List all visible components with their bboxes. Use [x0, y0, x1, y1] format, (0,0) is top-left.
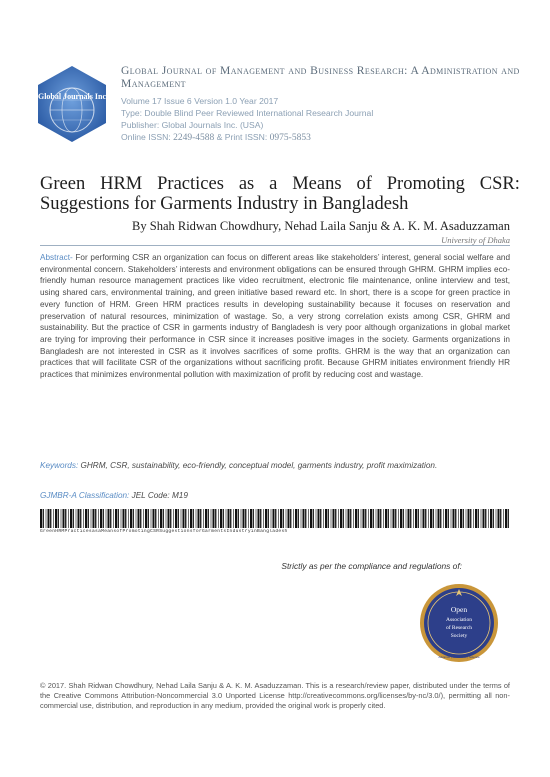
barcode-bar: [380, 509, 381, 528]
barcode-bar: [48, 509, 50, 528]
barcode-bar: [68, 509, 69, 528]
barcode-bar: [185, 509, 186, 528]
barcode-bar: [136, 509, 137, 528]
barcode-bar: [308, 509, 309, 528]
barcode-bar: [320, 509, 321, 528]
barcode-bar: [55, 509, 57, 528]
barcode-bar: [363, 509, 365, 528]
barcode-bar: [316, 509, 317, 528]
barcode-bar: [428, 509, 429, 528]
barcode-bar: [115, 509, 117, 528]
barcode-bar: [78, 509, 80, 528]
barcode-bar: [361, 509, 362, 528]
barcode-bar: [61, 509, 62, 528]
barcode-bar: [260, 509, 261, 528]
type-line: Type: Double Blind Peer Reviewed International Research Journal: [121, 108, 374, 118]
barcode-bar: [503, 509, 504, 528]
barcode-bar: [256, 509, 257, 528]
barcode-bar: [215, 509, 216, 528]
title-word: Means: [292, 174, 342, 194]
classification-label: GJMBR-A Classification:: [40, 491, 130, 500]
barcode-bar: [143, 509, 144, 528]
barcode-bar: [466, 509, 467, 528]
barcode-bar: [226, 509, 227, 528]
barcode-bar: [121, 509, 122, 528]
barcode-bar: [346, 509, 347, 528]
barcode-bar: [218, 509, 219, 528]
barcode-bar: [498, 509, 500, 528]
print-issn: 0975-5853: [269, 133, 311, 143]
barcode-bar: [65, 509, 66, 528]
barcode-bar: [421, 509, 422, 528]
barcode-bar: [318, 509, 320, 528]
barcode-bar: [211, 509, 212, 528]
barcode-bar: [163, 509, 164, 528]
barcode-bar: [398, 509, 399, 528]
barcode-bar: [453, 509, 455, 528]
barcode-bar: [110, 509, 111, 528]
barcode-bar: [238, 509, 239, 528]
barcode-bar: [83, 509, 84, 528]
barcode-bar: [325, 509, 327, 528]
barcode-bar: [370, 509, 372, 528]
abstract: [40, 252, 510, 381]
barcode-bar: [265, 509, 267, 528]
barcode-bar: [40, 509, 42, 528]
barcode-bar: [448, 509, 449, 528]
title-word: a: [269, 174, 278, 194]
barcode-bar: [395, 509, 396, 528]
seal-line-2: Association: [446, 617, 472, 623]
barcode-bar: [93, 509, 95, 528]
barcode-bar: [333, 509, 335, 528]
title-word: Promoting: [386, 174, 465, 194]
barcode-bar: [423, 509, 425, 528]
barcode-bar: [198, 509, 200, 528]
barcode-bar: [376, 509, 377, 528]
barcode-bar: [233, 509, 234, 528]
barcode-bar: [170, 509, 171, 528]
barcode-bar: [488, 509, 489, 528]
barcode-bar: [418, 509, 419, 528]
barcode-bar: [295, 509, 297, 528]
barcode-bar: [425, 509, 426, 528]
title-word: Practices: [157, 174, 224, 194]
open-association-seal: [418, 582, 500, 664]
barcode-bar: [220, 509, 222, 528]
barcode-bar: [460, 509, 462, 528]
barcode-bar: [400, 509, 402, 528]
barcode-bar: [245, 509, 246, 528]
barcode-bar: [301, 509, 302, 528]
classification: [40, 491, 510, 500]
global-journals-logo: [32, 64, 112, 144]
barcode-bar: [95, 509, 96, 528]
barcode-bar: [153, 509, 155, 528]
barcode-bar: [46, 509, 47, 528]
barcode-bar: [43, 509, 44, 528]
barcode-bar: [123, 509, 125, 528]
barcode-bar: [383, 509, 384, 528]
issn-mid: & Print ISSN:: [216, 132, 268, 142]
barcode-bar: [353, 509, 354, 528]
issn-line: [121, 132, 541, 143]
barcode-bar: [151, 509, 152, 528]
barcode-bar: [458, 509, 459, 528]
barcode-bar: [258, 509, 260, 528]
barcode-bar: [470, 509, 471, 528]
barcode-bar: [158, 509, 159, 528]
barcode-bar: [91, 509, 92, 528]
barcode-bar: [385, 509, 387, 528]
compliance-note: Strictly as per the compliance and regulations of:: [281, 561, 462, 571]
barcode-bar: [175, 509, 177, 528]
barcode-bar: [406, 509, 407, 528]
barcode-bar: [490, 509, 492, 528]
barcode-bar: [145, 509, 147, 528]
barcode-bar: [190, 509, 192, 528]
paper-title: [40, 174, 520, 214]
barcode-bar: [368, 509, 369, 528]
title-word: of: [356, 174, 372, 194]
barcode-bar: [53, 509, 54, 528]
barcode-bar: [193, 509, 194, 528]
barcode-bar: [430, 509, 432, 528]
barcode-bar: [85, 509, 87, 528]
barcode-bar: [148, 509, 149, 528]
issn-prefix: Online ISSN:: [121, 132, 171, 142]
barcode-bar: [478, 509, 479, 528]
barcode-bar: [196, 509, 197, 528]
abstract-text: For performing CSR an organization can focus on different areas like stakeholders’ interest, general social welfare and environmental concern. Stakeholders’ interests and environment obligations can be ensured through GHRM. GHRM implies eco-friendly human resource management practices like video recruitment, electronic file maintenance, online interview and test, using shared cars, environmental training, and green initiative based reward etc. In short, there is a scope for green practice in every function of HRM. Green HRM practices results in developing sustainability because it focuses on reservation and preservation of natural resources, minimization of wastage. So, a very strong correlation exists among CSR, GHRM and sustainability. But the practice of CSR in garments industry of Bangladesh is very poor although organizations in global market are trying for improving their performance in CSR since it increases positive images in the society. Garments organizations in Bangladesh are not interested in CSR as it involves sacrifices of some profits. GHRM is the way that an organization can practices that will facilitate CSR of the organizations without sacrificing profit. Because GHRM initiates environment friendly HR practices that minimizes environmental pollution with maximization of profit by reducing cost and wastage.: [40, 253, 510, 380]
barcode-bar: [335, 509, 336, 528]
barcode-bar: [413, 509, 414, 528]
journal-title: Global Journal of Management and Business Research: A Administration and Management: [121, 64, 520, 90]
barcode-bar: [128, 509, 129, 528]
barcode-bar: [280, 509, 282, 528]
barcode-bar: [250, 509, 252, 528]
barcode-bar: [338, 509, 339, 528]
affiliation: University of Dhaka: [441, 235, 510, 245]
barcode-bar: [100, 509, 102, 528]
seal-line-4: Society: [450, 633, 468, 639]
barcode-bar: [248, 509, 249, 528]
barcode-bar: [58, 509, 59, 528]
barcode-bar: [303, 509, 305, 528]
barcode-bar: [103, 509, 104, 528]
copyright-notice: © 2017. Shah Ridwan Chowdhury, Nehad Laila Sanju & A. K. M. Asaduzzaman. This is a research/review paper, distributed under the terms of the Creative Commons Attribution-Noncommercial 3.0 Unported License http://creativecommons.org/licenses/by-nc/3.0/), permitting all non-commercial use, distribution, and reproduction in any medium, provided the original work is properly cited.: [40, 681, 510, 711]
keywords-text: GHRM, CSR, sustainability, eco-friendly, conceptual model, garments industry, profit maximization.: [78, 461, 438, 470]
barcode-bar: [445, 509, 447, 528]
barcode-bar: [373, 509, 374, 528]
barcode-bar: [298, 509, 299, 528]
barcode-bar: [378, 509, 380, 528]
barcode-bar: [451, 509, 452, 528]
barcode-bar: [76, 509, 77, 528]
barcode-bar: [241, 509, 242, 528]
divider: [40, 245, 510, 246]
barcode-bar: [468, 509, 470, 528]
barcode-bar: [410, 509, 411, 528]
barcode-bar: [213, 509, 215, 528]
barcode-bar: [271, 509, 272, 528]
barcode-text: GreenHRMPracticesasaMeansofPromotingCSRSuggestionsforGarmentsIndustryinBangladesh: [40, 529, 288, 534]
barcode-bar: [160, 509, 162, 528]
title-word: Green: [40, 174, 86, 194]
barcode-bar: [358, 509, 359, 528]
barcode-bar: [440, 509, 441, 528]
barcode-bar: [493, 509, 494, 528]
barcode-bar: [408, 509, 410, 528]
barcode-bar: [203, 509, 204, 528]
title-line-2: Suggestions for Garments Industry in Bangladesh: [40, 194, 409, 214]
barcode-bar: [293, 509, 294, 528]
barcode-bar: [340, 509, 342, 528]
barcode-bar: [205, 509, 207, 528]
barcode-bar: [118, 509, 119, 528]
barcode-bar: [230, 509, 231, 528]
barcode-bar: [73, 509, 74, 528]
barcode-bar: [181, 509, 182, 528]
barcode-bar: [166, 509, 167, 528]
barcode-bar: [275, 509, 276, 528]
barcode-bar: [178, 509, 179, 528]
barcode-bar: [168, 509, 170, 528]
barcode-bar: [313, 509, 314, 528]
barcode-bar: [436, 509, 437, 528]
barcode-bar: [106, 509, 107, 528]
barcode-bar: [108, 509, 110, 528]
barcode-bar: [433, 509, 434, 528]
barcode-bar: [350, 509, 351, 528]
barcode-bar: [331, 509, 332, 528]
barcode-bar: [305, 509, 306, 528]
barcode-bar: [173, 509, 174, 528]
barcode-bar: [403, 509, 404, 528]
barcode-bar: [323, 509, 324, 528]
barcode-bar: [63, 509, 65, 528]
barcode-bar: [443, 509, 444, 528]
barcode-bar: [328, 509, 329, 528]
barcode-bar: [388, 509, 389, 528]
barcode-bar: [130, 509, 132, 528]
title-word: CSR:: [479, 174, 520, 194]
barcode-bar: [98, 509, 99, 528]
barcode-bar: [500, 509, 501, 528]
barcode-bar: [508, 509, 509, 528]
barcode-bar: [125, 509, 126, 528]
barcode-bar: [278, 509, 279, 528]
barcode-bar: [133, 509, 134, 528]
barcode-bar: [200, 509, 201, 528]
barcode-bar: [473, 509, 474, 528]
barcode: [40, 509, 510, 528]
barcode-bar: [483, 509, 485, 528]
title-word: as: [238, 174, 255, 194]
seal-footer: Advance | Weirdness | Science: [438, 655, 480, 659]
barcode-bar: [80, 509, 81, 528]
barcode-bar: [183, 509, 185, 528]
keywords-label: Keywords:: [40, 461, 79, 470]
barcode-bar: [70, 509, 72, 528]
barcode-bar: [253, 509, 254, 528]
barcode-bar: [455, 509, 456, 528]
keywords: [40, 460, 510, 472]
barcode-bar: [505, 509, 507, 528]
barcode-bar: [393, 509, 395, 528]
barcode-bar: [188, 509, 189, 528]
barcode-bar: [415, 509, 417, 528]
volume-line: Volume 17 Issue 6 Version 1.0 Year 2017: [121, 96, 279, 106]
publisher-line: Publisher: Global Journals Inc. (USA): [121, 120, 264, 130]
logo-text: Global Journals Inc: [37, 92, 107, 101]
barcode-bar: [273, 509, 275, 528]
barcode-bar: [288, 509, 290, 528]
barcode-bar: [223, 509, 224, 528]
barcode-bar: [475, 509, 477, 528]
title-word: HRM: [100, 174, 143, 194]
title-line-1: [40, 174, 520, 194]
barcode-bar: [263, 509, 264, 528]
barcode-bar: [496, 509, 497, 528]
barcode-bar: [140, 509, 141, 528]
barcode-bar: [113, 509, 114, 528]
barcode-bar: [485, 509, 486, 528]
barcode-bar: [155, 509, 156, 528]
barcode-bar: [391, 509, 392, 528]
seal-line-3: of Research: [445, 625, 473, 631]
barcode-bar: [235, 509, 237, 528]
online-issn: 2249-4588: [173, 133, 215, 143]
barcode-bar: [88, 509, 89, 528]
barcode-bar: [50, 509, 51, 528]
barcode-bar: [208, 509, 209, 528]
barcode-bar: [243, 509, 245, 528]
barcode-bar: [268, 509, 269, 528]
barcode-bar: [290, 509, 291, 528]
barcode-bar: [138, 509, 140, 528]
classification-text: JEL Code: M19: [129, 491, 188, 500]
barcode-bar: [463, 509, 464, 528]
authors: By Shah Ridwan Chowdhury, Nehad Laila Sanju & A. K. M. Asaduzzaman: [132, 219, 510, 233]
barcode-bar: [286, 509, 287, 528]
barcode-bar: [348, 509, 350, 528]
barcode-bar: [481, 509, 482, 528]
barcode-bar: [343, 509, 344, 528]
barcode-bar: [310, 509, 312, 528]
barcode-bar: [355, 509, 357, 528]
abstract-label: Abstract-: [40, 253, 73, 262]
barcode-bar: [438, 509, 440, 528]
barcode-bar: [365, 509, 366, 528]
barcode-bar: [283, 509, 284, 528]
seal-line-1: Open: [450, 605, 468, 614]
barcode-bar: [228, 509, 230, 528]
